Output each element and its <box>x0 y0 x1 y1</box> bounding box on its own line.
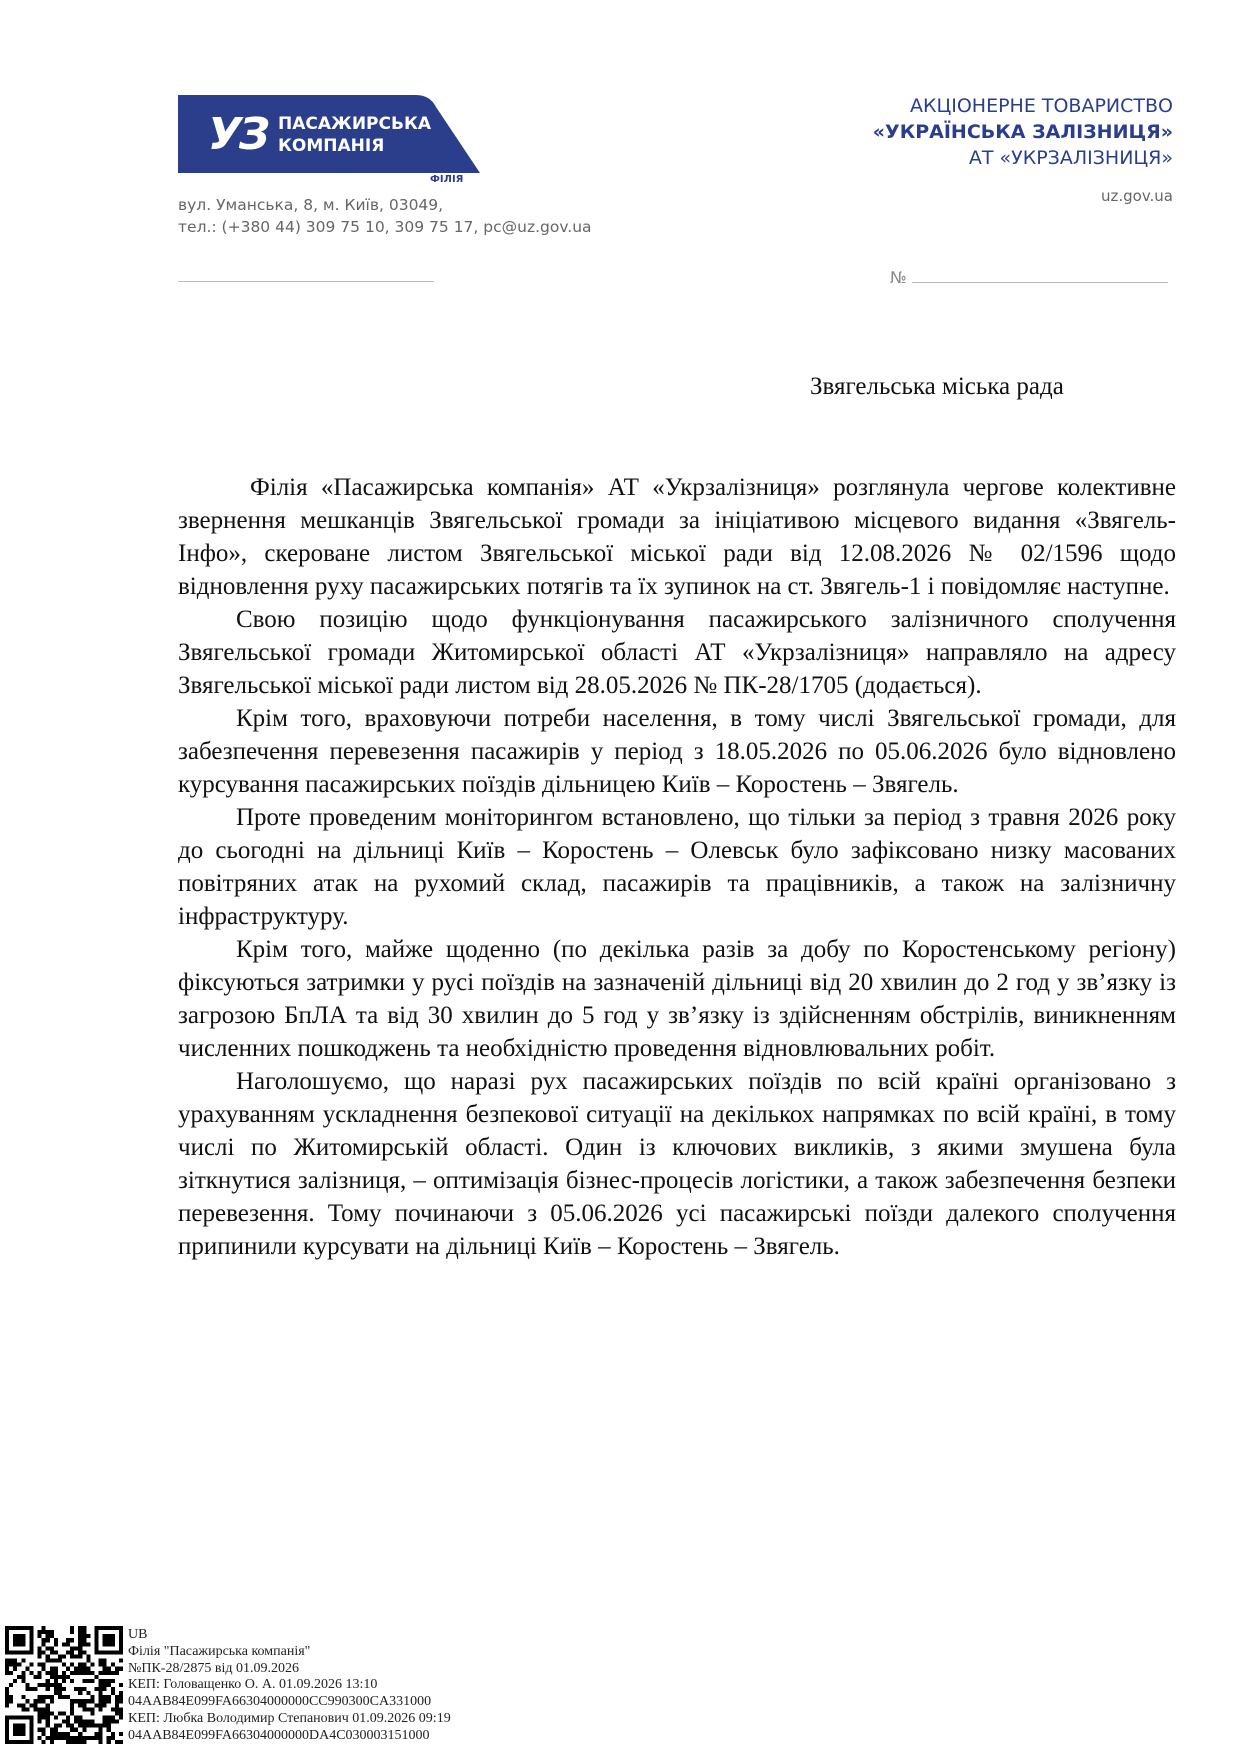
company-line-1: АКЦІОНЕРНЕ ТОВАРИСТВО <box>909 95 1173 117</box>
date-line <box>178 281 434 282</box>
sig-line-1: UB <box>128 1627 148 1642</box>
logo-mark: УЗ <box>208 109 268 160</box>
sig-line-4: КЕП: Головащенко О. А. 01.09.2026 13:10 <box>128 1677 378 1693</box>
paragraph: Свою позицію щодо функціонування пасажирського залізничного сполучення Звягельської громади Житомирської області АТ «Укрзалізниця» направляло на адресу Звягельської міської ради листом від 28.05.2026 № ПК-28/1705 (додається). <box>178 606 1176 699</box>
sig-line-3: №ПК-28/2875 від 01.09.2026 <box>128 1660 299 1676</box>
address-line-2: тел.: (+380 44) 309 75 10, 309 75 17, pc@uz.gov.ua <box>178 218 592 236</box>
company-website: uz.gov.ua <box>1100 187 1173 205</box>
sig-line-7: 04AAB84E099FA66304000000DA4C030003151000 <box>128 1727 430 1743</box>
number-line <box>912 282 1168 283</box>
paragraph: Крім того, майже щоденно (по декілька разів за добу по Коростенському регіону) фіксуються затримки у русі поїздів на зазначеній дільниці від 20 хвилин до 2 год у зв’язку із загрозою БпЛА та від 30 хвилин до 5 год у зв’язку із здійсненням обстрілів, виникненням численних пошкоджень та необхідністю проведення відновлювальних робіт. <box>178 936 1176 1062</box>
logo-branch-label: ФІЛІЯ <box>430 174 464 185</box>
company-name-block <box>873 93 1173 171</box>
company-line-3: АТ «УКРЗАЛІЗНИЦЯ» <box>968 147 1173 169</box>
sender-address <box>178 194 592 238</box>
recipient: Звягельська міська рада <box>810 373 1064 400</box>
company-line-2: «УКРАЇНСЬКА ЗАЛІЗНИЦЯ» <box>872 121 1173 143</box>
sig-line-6: КЕП: Любка Володимир Степанович 01.09.2026 09:19 <box>128 1710 451 1726</box>
logo-name-line2: КОМПАНІЯ <box>278 136 385 156</box>
logo-name-line1: ПАСАЖИРСЬКА <box>278 114 431 134</box>
company-logo <box>178 95 480 173</box>
signature-block <box>128 1627 451 1745</box>
address-line-1: вул. Уманська, 8, м. Київ, 03049, <box>178 196 444 214</box>
sig-line-2: Філія "Пасажирська компанія" <box>128 1643 311 1659</box>
paragraph: Проте проведеним моніторингом встановлено, що тільки за період з травня 2026 року до сьогодні на дільниці Київ – Коростень – Олевськ було зафіксовано низку масованих повітряних атак на рухомий склад, пасажирів та працівників, а також на залізничну інфраструктуру. <box>178 804 1176 930</box>
number-label: № <box>890 268 907 287</box>
qr-code <box>5 1626 123 1744</box>
letter-body <box>178 471 1176 1263</box>
paragraph: Філія «Пасажирська компанія» АТ «Укрзалізниця» розглянула чергове колективне звернення мешканців Звягельської громади за ініціативою місцевого видання «Звягель-Інфо», скероване листом Звягельської міської ради від 12.08.2026 № 02/1596 щодо відновлення руху пасажирських потягів та їх зупинок на ст. Звягель-1 і повідомляє наступне. <box>178 474 1176 600</box>
qr-code-graphic <box>5 1626 123 1744</box>
paragraph: Наголошуємо, що наразі рух пасажирських поїздів по всій країні організовано з урахуванням ускладнення безпекової ситуації на декількох напрямках по всій країні, в тому числі по Житомирській області. Один із ключових викликів, з якими змушена була зіткнутися залізниця, – оптимізація бізнес-процесів логістики, а також забезпечення безпеки перевезення. Тому починаючи з 05.06.2026 усі пасажирські поїзди далекого сполучення припинили курсувати на дільниці Київ – Коростень – Звягель. <box>178 1068 1176 1260</box>
paragraph: Крім того, враховуючи потреби населення, в тому числі Звягельської громади, для забезпечення перевезення пасажирів у період з 18.05.2026 по 05.06.2026 було відновлено курсування пасажирських поїздів дільницею Київ – Коростень – Звягель. <box>178 705 1176 798</box>
sig-line-5: 04AAB84E099FA66304000000CC990300CA331000 <box>128 1694 432 1710</box>
logo-name <box>278 113 431 157</box>
